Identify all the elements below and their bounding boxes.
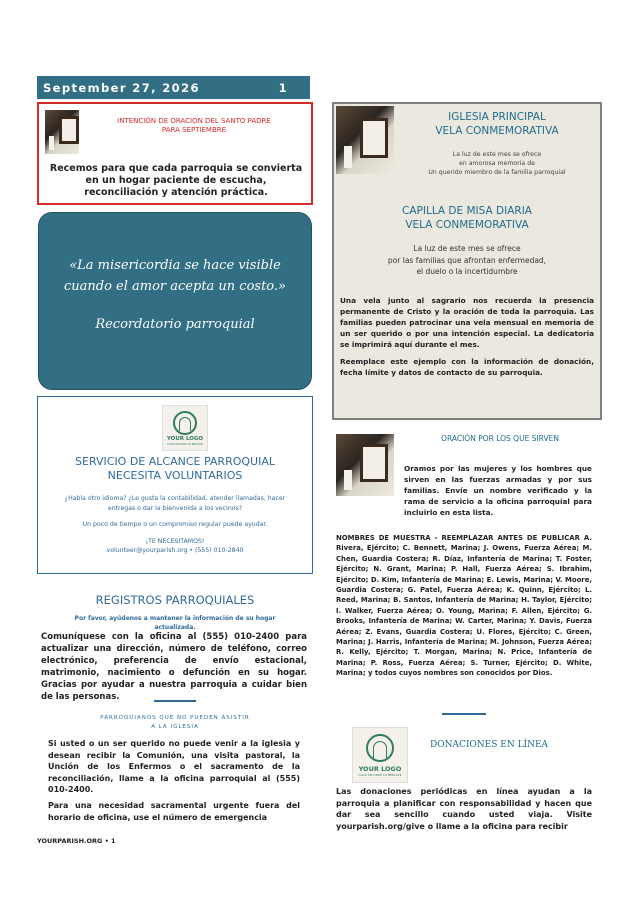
records-title: REGISTROS PARROQUIALES	[95, 593, 255, 607]
parish-logo[interactable]	[352, 727, 408, 783]
records-body: Comuníquese con la oficina al (555) 010-2400 para actualizar una dirección, número de teléfono, correo electrónico, preferencia de envío estacional, matrimonio, nacimiento o defunción en su hogar. Gracias por ayudar a nuestra parroquia a cuidar bien de las personas.	[41, 632, 307, 702]
outreach-call: ¡TE NECESITAMOS!	[145, 538, 205, 545]
candle-description: Una vela junto al sagrario nos recuerda la presencia permanente de Cristo y la oración de toda la parroquia. Las familias pueden patrocinar una vela mensual en memoria de un ser querido o por una intención especial. La dedicatoria se imprimirá aquí durante el mes.	[340, 296, 594, 349]
header-date: September 27, 2026	[43, 80, 200, 95]
donations-divider	[442, 713, 486, 715]
prayer-intention-box	[37, 102, 313, 205]
intention-body: Recemos para que cada parroquia se convierta en un hogar paciente de escucha, reconciliación y atención práctica.	[49, 163, 303, 198]
outreach-title: SERVICIO DE ALCANCE PARROQUIAL NECESITA VOLUNTARIOS	[75, 455, 275, 482]
quote-text: «La misericordia se hace visible cuando el amor acepta un costo.»	[63, 258, 286, 294]
daily-chapel-candle-title: CAPILLA DE MISA DIARIA VELA CONMEMORATIVA	[402, 205, 532, 231]
logo-subtext: CLICK OR DROP TO REPLACE	[166, 443, 204, 446]
main-church-candle-title: IGLESIA PRINCIPAL VELA CONMEMORATIVA	[435, 111, 559, 137]
candle-photo	[336, 434, 394, 496]
memorial-candle-box	[332, 102, 602, 420]
serving-title: ORACIÓN POR LOS QUE SIRVEN	[441, 434, 559, 443]
footer-text: YOURPARISH.ORG • 1	[37, 837, 116, 845]
candle-photo	[45, 110, 79, 154]
candle-photo	[336, 106, 394, 174]
homebound-paragraph-1: Si usted o un ser querido no puede venir a la iglesia y desean recibir la Comunión, una visita pastoral, la Unción de los Enfermos o el sacramento de la reconciliación, llame a la oficina parroquial al (555) 010-2400.	[48, 739, 300, 794]
outreach-volunteer-box	[37, 396, 313, 574]
serving-names-list: NOMBRES DE MUESTRA - REEMPLAZAR ANTES DE PUBLICAR A. Rivera, Ejército; C. Bennett, Marina; J. Owens, Fuerza Aérea; M. Chen, Guardia Costera; R. Díaz, Infantería de Marina; T. Foster, Ejército; N. Grant, Marina; P. Hall, Fuerza Aérea; S. Ibrahim, Ejército; D. Kim, Infantería de Marina; E. Lewis, Marina; V. Moore, Guardia Costera; G. Patel, Fuerza Aérea; K. Quinn, Ejército; L. Reed, Marina; B. Santos, Infantería de Marina; H. Taylor, Ejército; I. Walker, Fuerza Aérea; O. Young, Marina; F. Allen, Ejército; G. Brooks, Infantería de Marina; W. Carter, Marina; Y. Davis, Fuerza Aérea; Z. Evans, Guardia Costera; U. Flores, Ejército; C. Green, Marina; J. Harris, Infantería de Marina; M. Johnson, Fuerza Aérea; R. Kelly, Ejército; T. Morgan, Marina; N. Price, Infantería de Marina; P. Ross, Fuerza Aérea; S. Turner, Ejército; D. White, Marina; y todos cuyos nombres son conocidos por Dios.	[336, 534, 592, 678]
logo-subtext: CLICK OR DROP TO REPLACE	[358, 773, 402, 777]
serving-intro: Oramos por las mujeres y los hombres que sirven en las fuerzas armadas y por sus familias. Envíe un nombre verificado y la rama de servicio a la oficina parroquial para incluirlo en esta lista.	[404, 464, 592, 517]
header-page-number: 1	[278, 80, 288, 95]
donations-title: DONACIONES EN LÍNEA	[430, 740, 549, 750]
outreach-contact[interactable]: volunteer@yourparish.org • (555) 010-2840	[106, 547, 244, 554]
parish-logo[interactable]	[162, 405, 208, 451]
date-header-bar	[37, 76, 310, 99]
records-subtitle: Por favor, ayúdenos a mantener la información de su hogar actualizada.	[74, 615, 276, 631]
homebound-divider	[154, 700, 196, 702]
outreach-question: ¿Habla otro idioma? ¿Le gusta la contabilidad, atender llamadas, hacer entregas o dar la bienvenida a los vecinos?	[64, 495, 286, 512]
logo-text: YOUR LOGO	[166, 436, 204, 442]
daily-chapel-candle-text: La luz de este mes se ofrece por las familias que afrontan enfermedad, el duelo o la incertidumbre	[387, 244, 547, 276]
quote-attribution: Recordatorio parroquial	[95, 317, 255, 332]
donations-body: Las donaciones periódicas en línea ayudan a la parroquia a planificar con responsabilidad y hacen que dar sea sencillo cuando usted viaja. Visite yourparish.org/give o llame a la oficina para recibir	[336, 787, 592, 831]
intention-title: INTENCIÓN DE ORACIÓN DEL SANTO PADRE PARA SEPTIEMBRE	[117, 117, 271, 134]
outreach-commitment: Un poco de tiempo o un compromiso regular puede ayudar.	[82, 521, 268, 528]
quote-box	[38, 212, 312, 390]
main-church-candle-text: La luz de este mes se ofrece en amorosa memoria de Un querido miembro de la familia parroquial	[428, 151, 566, 176]
homebound-title: PARROQUIANOS QUE NO PUEDEN ASISTIR A LA IGLESIA	[100, 715, 250, 730]
homebound-paragraph-2: Para una necesidad sacramental urgente fuera del horario de oficina, use el número de emergencia	[48, 801, 300, 822]
logo-text: YOUR LOGO	[358, 765, 402, 773]
candle-replace-note: Reemplace este ejemplo con la información de donación, fecha límite y datos de contacto de su parroquia.	[340, 357, 594, 377]
